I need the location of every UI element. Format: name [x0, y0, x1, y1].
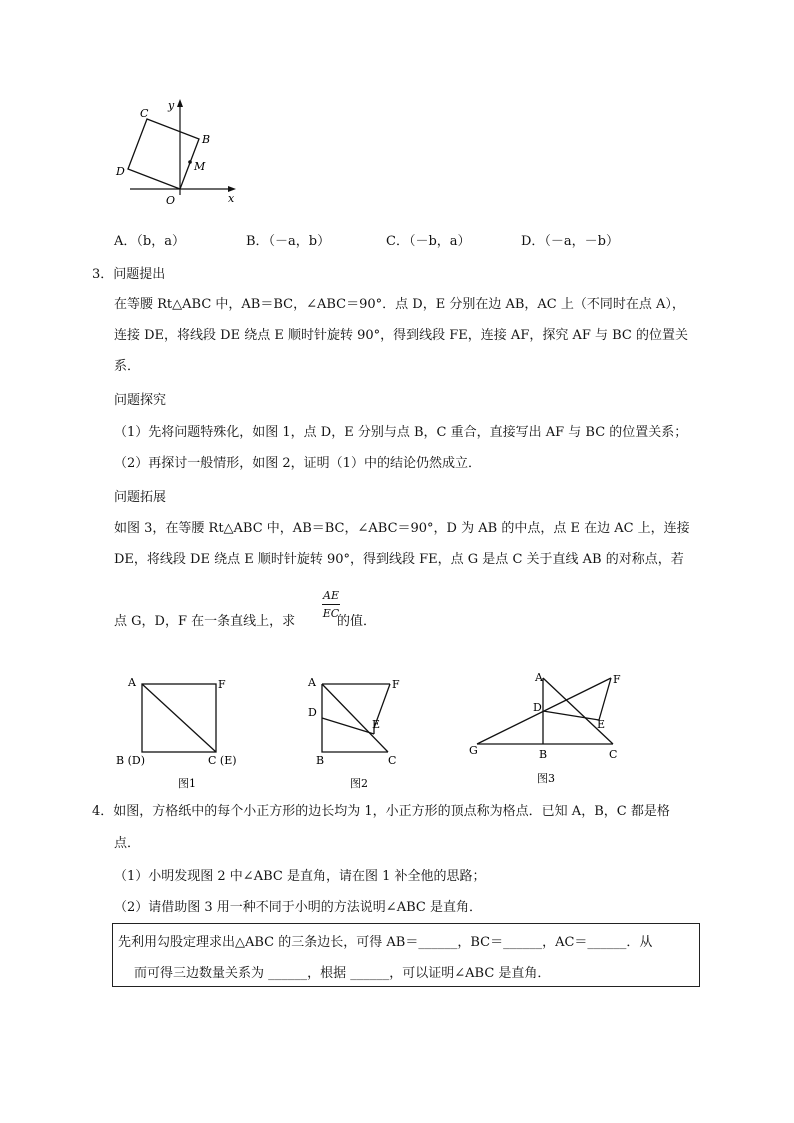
fig1-label-b: B (D)	[116, 754, 145, 767]
fig1-label-c: C (E)	[208, 754, 237, 767]
choice-c[interactable]: C．（－b，a）	[386, 234, 471, 249]
point-c-label: C	[140, 107, 149, 120]
fig1-label-f: F	[218, 678, 226, 691]
fig2-label-d: D	[308, 706, 317, 719]
q3-paragraph-line2: 连接 DE，将线段 DE 绕点 E 顺时针旋转 90°，得到线段 FE，连接 AF，探究 AF 与 BC 的位置关	[114, 328, 689, 343]
fig2-label-e: E	[372, 718, 381, 731]
fig3-label-g: G	[469, 744, 478, 757]
fig2-label-f: F	[392, 678, 400, 691]
fig1-caption: 图1	[178, 777, 196, 790]
q2-coordinate-figure	[110, 95, 250, 210]
fig2-label-c: C	[388, 754, 397, 767]
fig2-label-b: B	[316, 754, 325, 767]
q4-line2: 点．	[114, 836, 141, 851]
fraction-numerator: AE	[323, 589, 339, 602]
q3-extend-line3: 点 G，D，F 在一条直线上，求	[114, 614, 296, 629]
q4-box-line1[interactable]: 先利用勾股定理求出△ABC 的三条边长，可得 AB＝______，BC＝______，AC＝______．从	[118, 935, 653, 950]
fig3-label-b: B	[539, 748, 548, 761]
fraction-denominator: EC	[322, 607, 340, 620]
q3-paragraph-line1: 在等腰 Rt△ABC 中，AB＝BC，∠ABC＝90°．点 D，E 分别在边 AB，AC 上（不同时在点 A），	[114, 297, 685, 312]
origin-label: O	[166, 194, 176, 207]
q3-title: 3．问题提出	[92, 267, 166, 282]
q3-extend-line1: 如图 3，在等腰 Rt△ABC 中，AB＝BC，∠ABC＝90°，D 为 AB 的中点，点 E 在边 AC 上，连接	[114, 521, 690, 536]
q3-extend-heading: 问题拓展	[114, 490, 167, 505]
fig2-label-a: A	[308, 676, 316, 689]
choice-b[interactable]: B．（－a，b）	[246, 234, 331, 249]
fig3-label-c: C	[609, 748, 618, 761]
q3-extend-line2: DE，将线段 DE 绕点 E 顺时针旋转 90°，得到线段 FE，点 G 是点 C 关于直线 AB 的对称点，若	[114, 552, 684, 567]
q4-sub-question-2: （2）请借助图 3 用一种不同于小明的方法说明∠ABC 是直角．	[114, 900, 482, 915]
q3-sub-question-1: （1）先将问题特殊化，如图 1，点 D，E 分别与点 B，C 重合，直接写出 AF 与 BC 的位置关系；	[114, 425, 688, 440]
q4-sub-question-1: （1）小明发现图 2 中∠ABC 是直角，请在图 1 补全他的思路；	[114, 869, 486, 884]
fraction-bar	[322, 604, 340, 605]
q3-extend-line3-end: 的值．	[337, 614, 377, 629]
figure-1	[112, 672, 252, 792]
fig1-label-a: A	[128, 676, 136, 689]
fig3-label-f: F	[613, 673, 621, 686]
fig3-label-d: D	[533, 701, 542, 714]
point-d-label: D	[116, 165, 125, 178]
figure-3	[465, 668, 635, 788]
x-axis-label: x	[228, 192, 235, 205]
figure-2	[300, 672, 420, 792]
q4-box-line2[interactable]: 而可得三边数量关系为 ______，根据 ______，可以证明∠ABC 是直角．	[134, 966, 551, 981]
fig2-caption: 图2	[350, 777, 368, 790]
q3-explore-heading: 问题探究	[114, 393, 167, 408]
q3-sub-question-2: （2）再探讨一般情形，如图 2，证明（1）中的结论仍然成立．	[114, 456, 481, 471]
point-m-label: M	[194, 160, 206, 173]
q3-paragraph-line3: 系．	[114, 359, 141, 374]
fig3-label-a: A	[535, 671, 543, 684]
q4-line1: 4．如图，方格纸中的每个小正方形的边长均为 1，小正方形的顶点称为格点．已知 A，B，C 都是格	[92, 804, 670, 819]
point-b-label: B	[202, 133, 211, 146]
choice-a[interactable]: A．（b，a）	[114, 234, 185, 249]
y-axis-label: y	[168, 99, 175, 112]
fig3-label-e: E	[597, 718, 606, 731]
fig3-caption: 图3	[537, 772, 555, 785]
choice-d[interactable]: D．（－a，－b）	[521, 234, 619, 249]
